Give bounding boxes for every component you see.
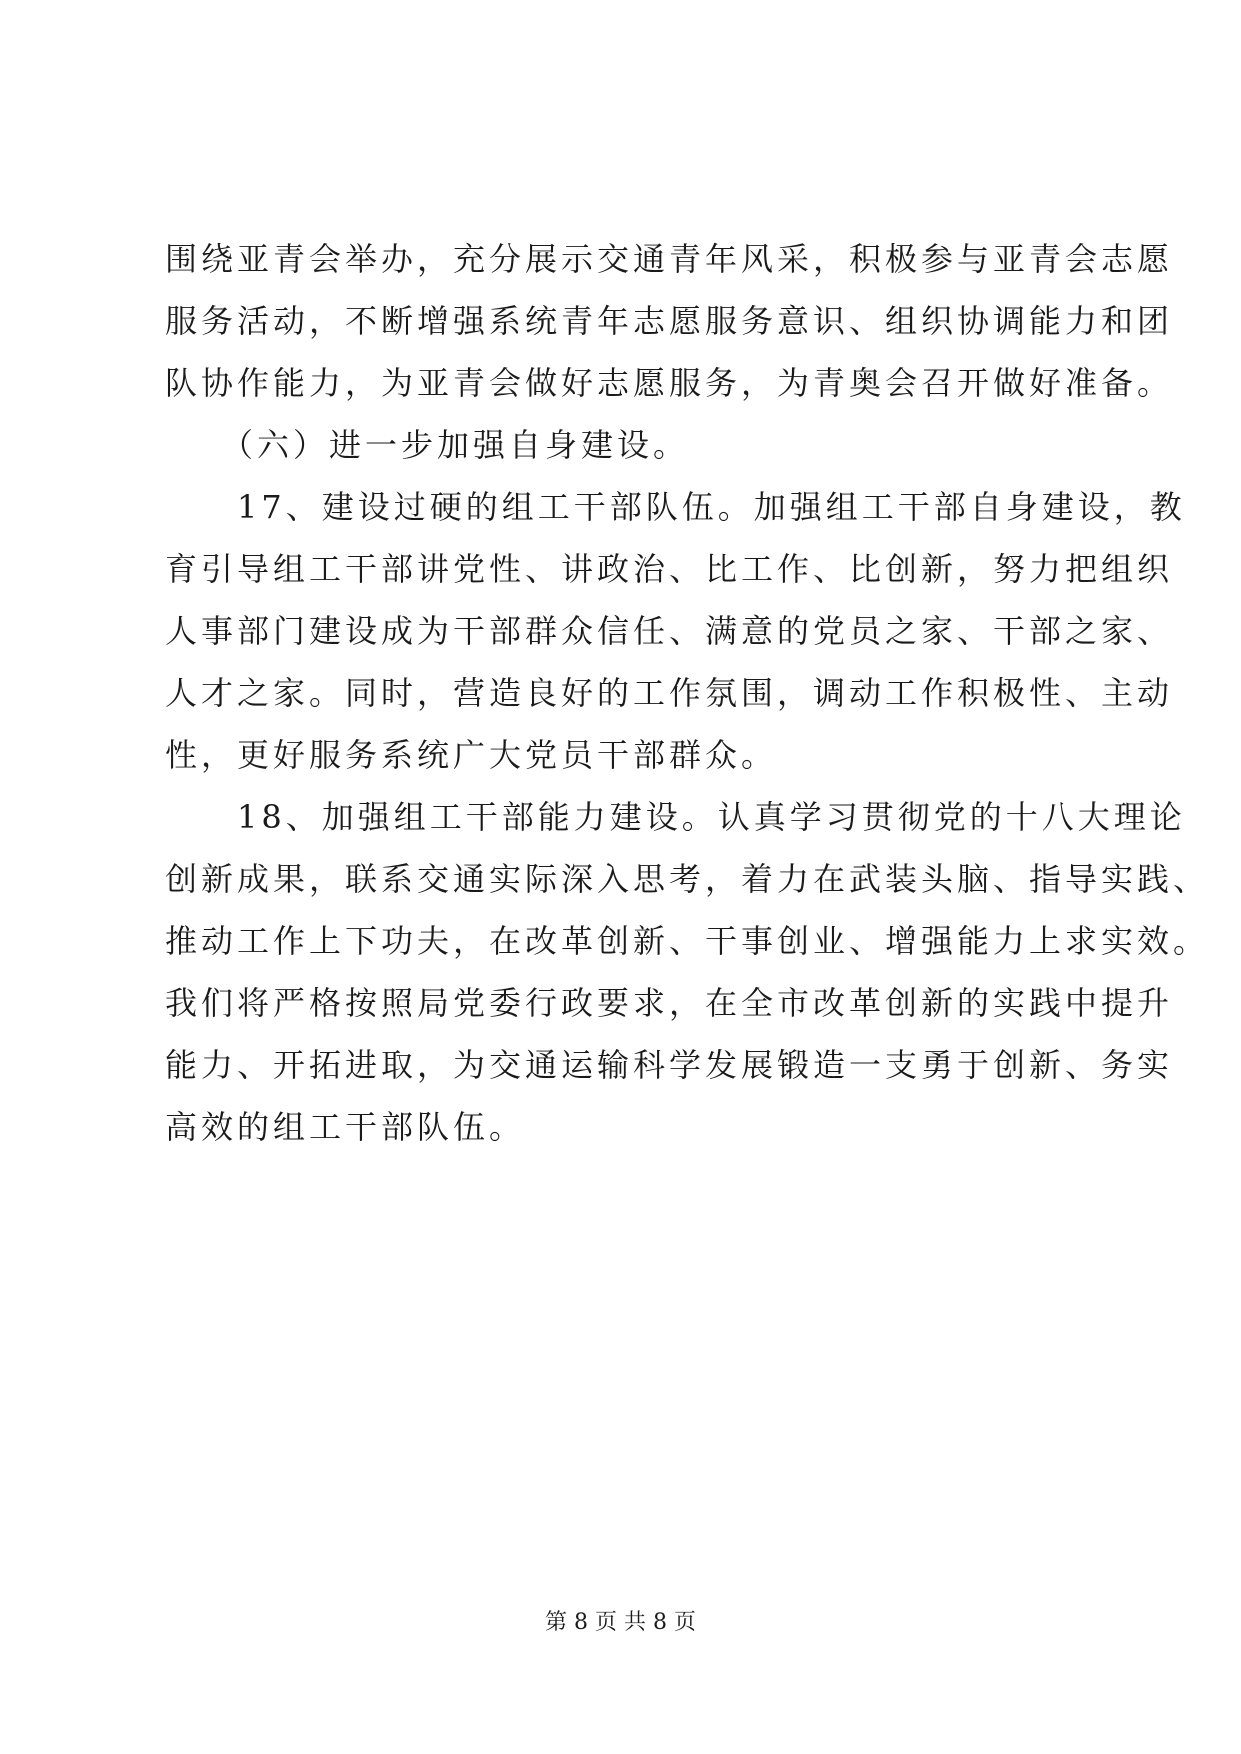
text-line: 人事部门建设成为干部群众信任、满意的党员之家、干部之家、 <box>165 612 1174 650</box>
text-line: 创新成果，联系交通实际深入思考，着力在武装头脑、指导实践、 <box>165 860 1210 898</box>
text-line: 17、建设过硬的组工干部队伍。加强组工干部自身建设，教 <box>165 488 1186 526</box>
text-line: 18、加强组工干部能力建设。认真学习贯彻党的十八大理论 <box>165 798 1186 836</box>
text-line: 我们将严格按照局党委行政要求，在全市改革创新的实践中提升 <box>165 984 1174 1022</box>
text-line: 性，更好服务系统广大党员干部群众。 <box>165 736 778 774</box>
text-line: 人才之家。同时，营造良好的工作氛围，调动工作积极性、主动 <box>165 674 1174 712</box>
text-line: 育引导组工干部讲党性、讲政治、比工作、比创新，努力把组织 <box>165 550 1174 588</box>
text-line: 高效的组工干部队伍。 <box>165 1108 526 1146</box>
text-line: 推动工作上下功夫，在改革创新、干事创业、增强能力上求实效。 <box>165 922 1210 960</box>
text-line: 围绕亚青会举办，充分展示交通青年风采，积极参与亚青会志愿 <box>165 240 1174 278</box>
section-heading: （六）进一步加强自身建设。 <box>165 426 690 464</box>
text-line: 能力、开拓进取，为交通运输科学发展锻造一支勇于创新、务实 <box>165 1046 1174 1084</box>
document-body <box>165 228 1210 1158</box>
page-number-footer: 第 8 页 共 8 页 <box>545 1610 696 1635</box>
text-line: 服务活动，不断增强系统青年志愿服务意识、组织协调能力和团 <box>165 302 1174 340</box>
text-line: 队协作能力，为亚青会做好志愿服务，为青奥会召开做好准备。 <box>165 364 1174 402</box>
